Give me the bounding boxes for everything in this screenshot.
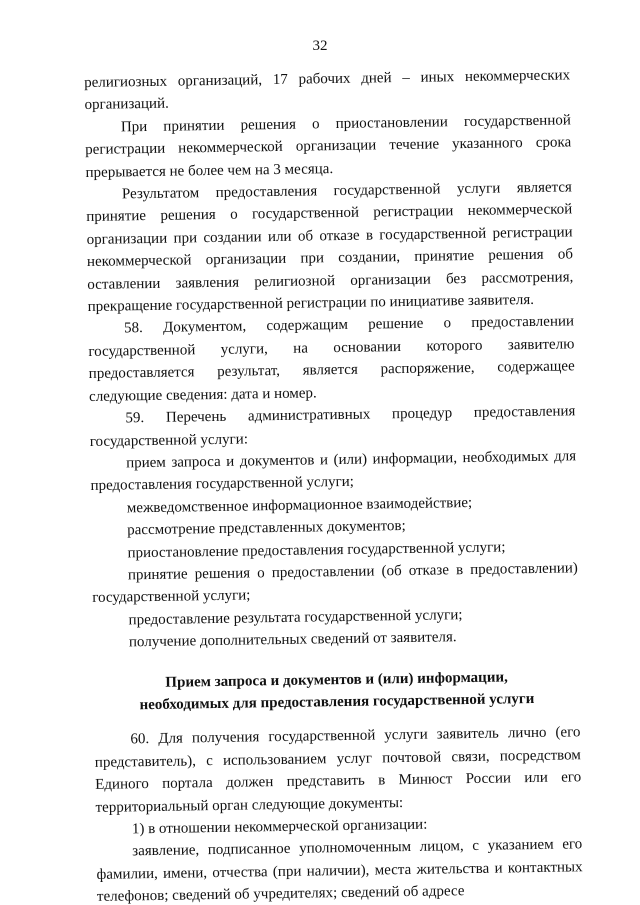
page-number: 32 (312, 38, 328, 54)
document-body (84, 64, 583, 905)
section-heading (93, 665, 580, 717)
paragraph: 1) в отношении некоммерческой организации: (131, 816, 428, 838)
section-before-heading (84, 64, 579, 654)
paragraph: прием запроса и документов и (или) информации, необходимых для предоставления государственной услуги; (90, 448, 577, 495)
paragraph: предоставление результата государственной услуги; (128, 606, 463, 629)
paragraph: рассмотрение представленных документов; (127, 518, 406, 539)
paragraph: 59. Перечень административных процедур предоставления государственной услуги: (89, 403, 576, 450)
paragraph: получение дополнительных сведений от заявителя. (128, 629, 457, 651)
paragraph: принятие решения о предоставлении (об отказе в предоставлении) государственной услуги; (92, 560, 578, 607)
paragraph: межведомственное информационное взаимодействие; (126, 494, 473, 517)
paragraph: 58. Документом, содержащим решение о предоставлении государственной услуги, на основании которого заявителю предоставляется результат, является распоряжение, содержащее следующие сведения: дата и номер. (88, 313, 575, 405)
paragraph: 60. Для получения государственной услуги заявитель лично (его представитель), с использованием услуг почтовой связи, посредством Единого портала должен представить в Минюст России или его территориальный орган следующие документы: (94, 724, 582, 816)
paragraph: заявление, подписанное уполномоченным лицом, с указанием его фамилии, имени, отчества (при наличии), места жительства и контактных телефонов; сведений об учредителях; сведений об адресе (96, 836, 583, 905)
paragraph: При принятии решения о приостановлении государственной регистрации некоммерческой организации течение указанного срока прерывается не более чем на 3 месяца. (85, 112, 572, 181)
section-heading-line-1: Прием запроса и документов и (или) информации, (165, 668, 508, 691)
section-after-heading (94, 722, 583, 905)
paragraph: приостановление предоставления государственной услуги; (127, 538, 506, 561)
paragraph: религиозных организаций, 17 рабочих дней – иных некоммерческих организаций. (84, 67, 571, 114)
section-heading-line-2: необходимых для предоставления государственной услуги (139, 690, 535, 714)
paragraph: Результатом предоставления государственной услуги является принятие решения о государственной регистрации некоммерческой организации при создании или об отказе в государственной регистрации некоммерческой организации при создании, принятие решения об оставлении заявления религиозной организации без рассмотрения, прекращение государственной регистрации по инициативе заявителя. (86, 179, 574, 316)
